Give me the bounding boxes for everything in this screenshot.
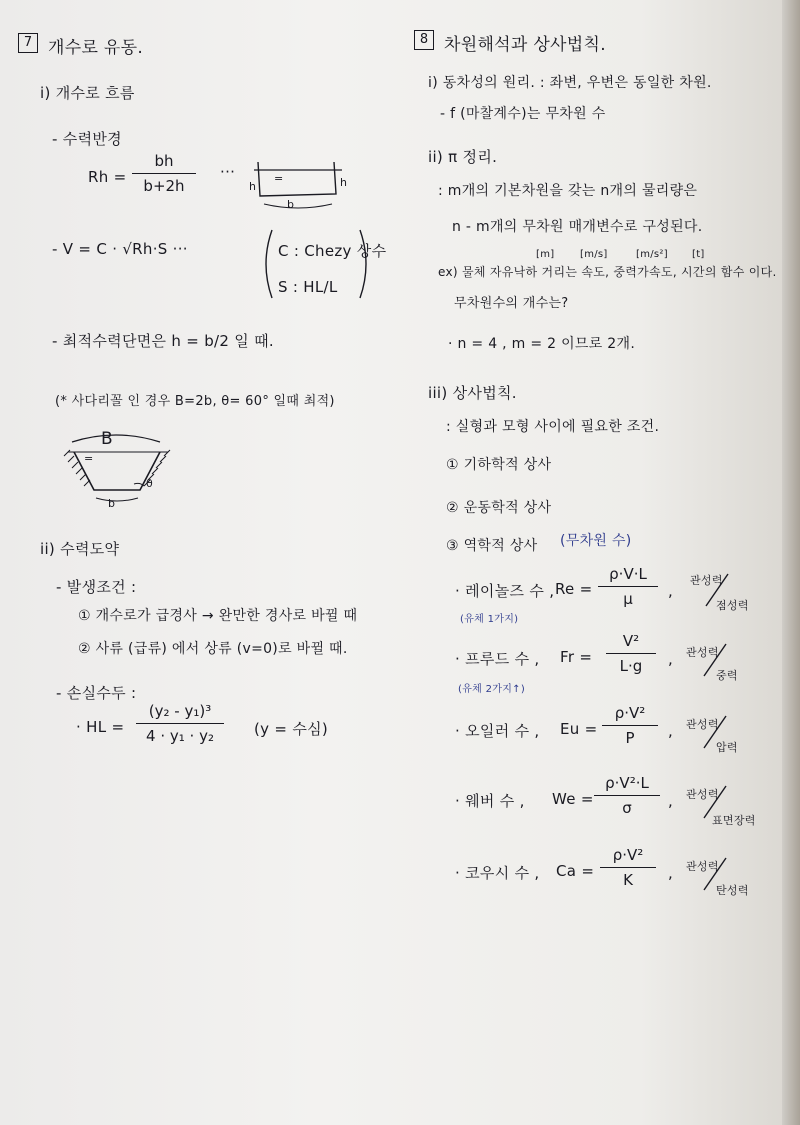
chezy-s-definition: S : HL/L xyxy=(278,278,338,296)
number-numerator: ρ·V²·L xyxy=(594,774,660,796)
pi-theorem-line-1: : m개의 기본차원을 갖는 n개의 물리량은 xyxy=(438,183,698,199)
hydraulic-radius-numerator: bh xyxy=(132,152,196,174)
number-name: · 프루드 수 , xyxy=(455,650,540,668)
number-symbol: Eu = xyxy=(560,720,598,738)
trapezoid-channel-sketch xyxy=(60,430,180,510)
ratio-denominator: 점성력 xyxy=(716,599,749,612)
hydraulic-radius-dots: ··· xyxy=(220,163,236,181)
trapezoid-bottom-width-label: b xyxy=(108,497,116,510)
separator-comma: , xyxy=(668,722,674,740)
head-loss-lhs: · HL = xyxy=(76,718,125,736)
number-numerator: ρ·V² xyxy=(602,704,658,726)
separator-comma: , xyxy=(668,582,674,600)
jump-condition-1: ① 개수로가 급경사 → 완만한 경사로 바뀔 때 xyxy=(78,608,358,624)
dimensionless-count-question: 무차원수의 개수는? xyxy=(454,296,569,311)
number-fraction xyxy=(606,632,656,675)
optimal-section-condition: - 최적수력단면은 h = b/2 일 때. xyxy=(52,332,274,350)
hydraulic-radius-denominator: b+2h xyxy=(143,177,185,195)
number-note: (유체 1가지) xyxy=(460,614,519,625)
kinematic-similarity: ② 운동학적 상사 xyxy=(446,500,552,516)
trapezoid-angle-label: θ xyxy=(146,477,154,490)
number-numerator: ρ·V² xyxy=(600,846,656,868)
open-channel-flow-heading: i) 개수로 흐름 xyxy=(40,84,135,102)
head-loss-fraction xyxy=(136,702,224,745)
separator-comma: , xyxy=(668,650,674,668)
hydraulic-radius-lhs: Rh = xyxy=(88,168,127,186)
unit-length: [m] xyxy=(536,249,555,260)
sketch-h-left: h xyxy=(249,180,257,193)
ratio-denominator: 탄성력 xyxy=(716,884,749,897)
separator-comma: , xyxy=(668,864,674,882)
jump-condition-2: ② 사류 (급류) 에서 상류 (v=0)로 바뀔 때. xyxy=(78,641,348,657)
number-fraction xyxy=(602,704,658,747)
hydraulic-radius-fraction xyxy=(132,152,196,195)
unit-velocity: [m/s] xyxy=(580,249,608,260)
dimensionless-number-note: (무차원 수) xyxy=(560,533,632,549)
number-symbol: Re = xyxy=(555,580,593,598)
number-symbol: We = xyxy=(552,790,594,808)
number-name: · 웨버 수 , xyxy=(455,792,525,810)
trapezoid-note: (* 사다리꼴 인 경우 B=2b, θ= 60° 일때 최적) xyxy=(55,394,335,409)
paper-edge-shadow xyxy=(782,0,800,1125)
number-name: · 레이놀즈 수 , xyxy=(455,582,555,600)
ratio-numerator: 관성력 xyxy=(686,860,719,873)
ratio-numerator: 관성력 xyxy=(686,788,719,801)
ratio-numerator: 관성력 xyxy=(686,646,719,659)
dynamic-similarity: ③ 역학적 상사 xyxy=(446,538,538,554)
trapezoid-water-mark: = xyxy=(84,452,94,465)
free-fall-example: ex) 물체 자유낙하 거리는 속도, 중력가속도, 시간의 함수 이다. xyxy=(438,265,777,279)
head-loss-label: - 손실수두 : xyxy=(56,684,137,702)
pi-theorem-line-2: n - m개의 무차원 매개변수로 구성된다. xyxy=(452,219,703,235)
ratio-denominator: 압력 xyxy=(716,741,738,754)
ratio-denominator: 중력 xyxy=(716,669,738,682)
trapezoid-top-width-label: B xyxy=(101,429,113,449)
number-name: · 코우시 수 , xyxy=(455,864,540,882)
number-numerator: V² xyxy=(606,632,656,654)
separator-comma: , xyxy=(668,792,674,810)
ratio-numerator: 관성력 xyxy=(686,718,719,731)
chezy-c-definition: C : Chezy 상수 xyxy=(278,242,387,260)
rectangular-channel-sketch xyxy=(250,160,348,215)
hydraulic-jump-heading: ii) 수력도약 xyxy=(40,540,120,558)
number-denominator: L·g xyxy=(619,657,643,675)
sketch-h-right: h xyxy=(340,176,348,189)
hydraulic-radius-label: - 수력반경 xyxy=(52,130,122,148)
number-note: (유체 2가지↑) xyxy=(458,684,526,695)
section-8-title: 차원해석과 상사법칙. xyxy=(444,35,606,55)
ratio-numerator: 관성력 xyxy=(690,574,723,587)
unit-acceleration: [m/s²] xyxy=(636,249,668,260)
head-loss-numerator: (y₂ - y₁)³ xyxy=(136,702,224,724)
similarity-law-heading: iii) 상사법칙. xyxy=(428,384,517,402)
unit-time: [t] xyxy=(692,249,705,260)
number-fraction xyxy=(600,846,656,889)
number-symbol: Ca = xyxy=(556,862,595,880)
sketch-b-label: b xyxy=(287,198,295,211)
geometric-similarity: ① 기하학적 상사 xyxy=(446,457,552,473)
section-7-number-box: 7 xyxy=(18,33,38,53)
number-name: · 오일러 수 , xyxy=(455,722,540,740)
number-fraction xyxy=(598,565,658,608)
section-7-title: 개수로 유동. xyxy=(48,38,144,58)
chezy-formula: - V = C · √Rh·S ··· xyxy=(52,240,188,258)
friction-factor-note: - f (마찰계수)는 무차원 수 xyxy=(440,106,606,122)
head-loss-note: (y = 수심) xyxy=(254,720,329,738)
number-fraction xyxy=(594,774,660,817)
sketch-water-mark: = xyxy=(274,172,284,185)
section-8-number-box: 8 xyxy=(414,30,434,50)
ratio-denominator: 표면장력 xyxy=(712,814,756,827)
homogeneity-principle: i) 동차성의 원리. : 좌변, 우변은 동일한 차원. xyxy=(428,75,712,91)
number-denominator: K xyxy=(623,871,633,889)
number-denominator: σ xyxy=(622,799,632,817)
jump-condition-label: - 발생조건 : xyxy=(56,578,137,596)
number-denominator: μ xyxy=(623,590,633,608)
dimensionless-count-answer: · n = 4 , m = 2 이므로 2개. xyxy=(448,336,636,352)
similarity-law-description: : 실형과 모형 사이에 필요한 조건. xyxy=(446,419,660,435)
number-symbol: Fr = xyxy=(560,648,593,666)
number-numerator: ρ·V·L xyxy=(598,565,658,587)
number-denominator: P xyxy=(625,729,635,747)
pi-theorem-heading: ii) π 정리. xyxy=(428,148,498,166)
head-loss-denominator: 4 · y₁ · y₂ xyxy=(146,727,214,745)
